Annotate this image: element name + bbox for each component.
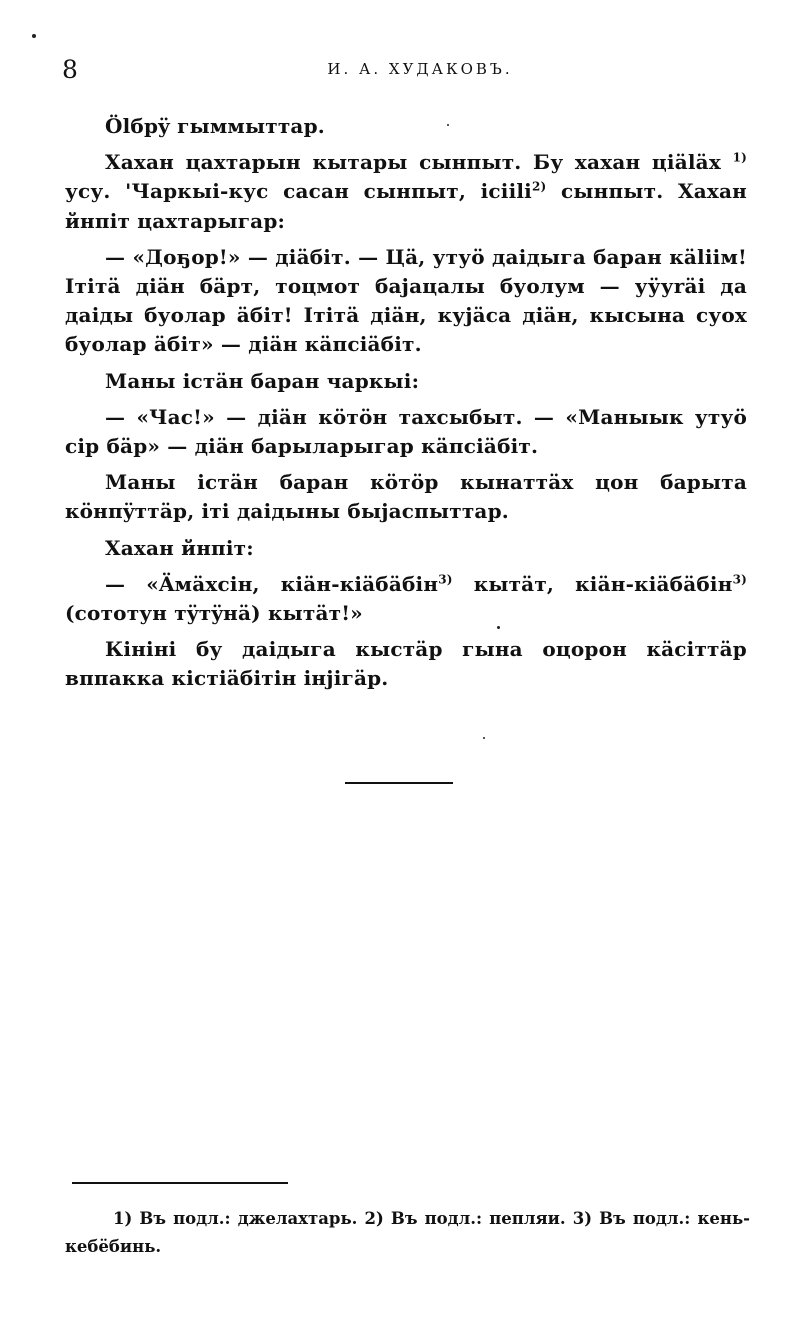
footnote-mark-4: 3) [732,572,747,587]
footnote-mark-3: 3) [438,572,453,587]
footnotes: 1) Въ подл.: джелахтарь. 2) Въ подл.: пепляи. 3) Въ подл.: кень-кебёбинь. [65,1209,750,1256]
main-text [65,112,747,701]
footnote-mark-2: 2) [531,179,547,194]
stray-dot [32,34,36,38]
page-number: 8 [62,55,78,84]
paragraph-9: Кiнiнi бу даiдыга кыстäр гына оцорон кäсiттäр вппакка кiстiäбiтiн iнјiгäр. [65,637,747,691]
paragraph-8-part-a: — «Äмäхсiн, кiäн-кiäбäбiн [105,571,439,596]
running-head: И. А. ХУДАКОВЪ. [327,60,513,78]
paragraph-8-part-b: кытäт, кiäн-кiäбäбiн [473,571,733,596]
paragraph-8 [65,570,747,628]
paragraph-3: — «Доҕор!» — дiäбiт. — Цä, утуö даiдыга баран кäliiм! Iтiтä дiäн бäрт, тоцмот бaјацалы буолум — уӱуrӓi да даiды буолар äбiт! Iтiтä дiäн, куjäса дiäн, кысына суох буолар äбiт» — дiäн кäпсiäбiт. [65,244,747,357]
footnote-rule [72,1182,288,1184]
paragraph-5: — «Час!» — дiäн кöтöн тахсыбыт. — «Маныык утуö сiр бäр» — дiäн барыларыгар кäпсiäбiт. [65,404,747,459]
paragraph-4: Маны iстäн баран чаркыi: [105,368,420,393]
paragraph-6: Маны iстäн баран кöтöр кынаттäх цон барыта кöнпÿттäр, iтi даiдыны быјаспыттар. [65,470,747,524]
footnote-mark-1: 1) [732,150,747,165]
section-end-rule [345,782,453,784]
paragraph-1: Ölбрÿ гыммыттар. [105,114,325,138]
paragraph-2-part-c: сынпыт. Хахан йнпiт цахтарыгар: [65,179,747,233]
paragraph-2-part-a: Хахан цахтарын кытары сынпыт. Бу хахан цiäläх [105,150,721,175]
paragraph-7: Хахан йнпiт: [105,535,254,560]
paragraph-2 [65,148,747,236]
paragraph-8-part-c: (сототун тÿтÿнä) кытäт!» [65,601,363,626]
stray-dot [483,737,485,739]
paragraph-2-part-b: усу. 'Чаркыi-кус сасан сынпыт, iсiili [65,179,532,204]
